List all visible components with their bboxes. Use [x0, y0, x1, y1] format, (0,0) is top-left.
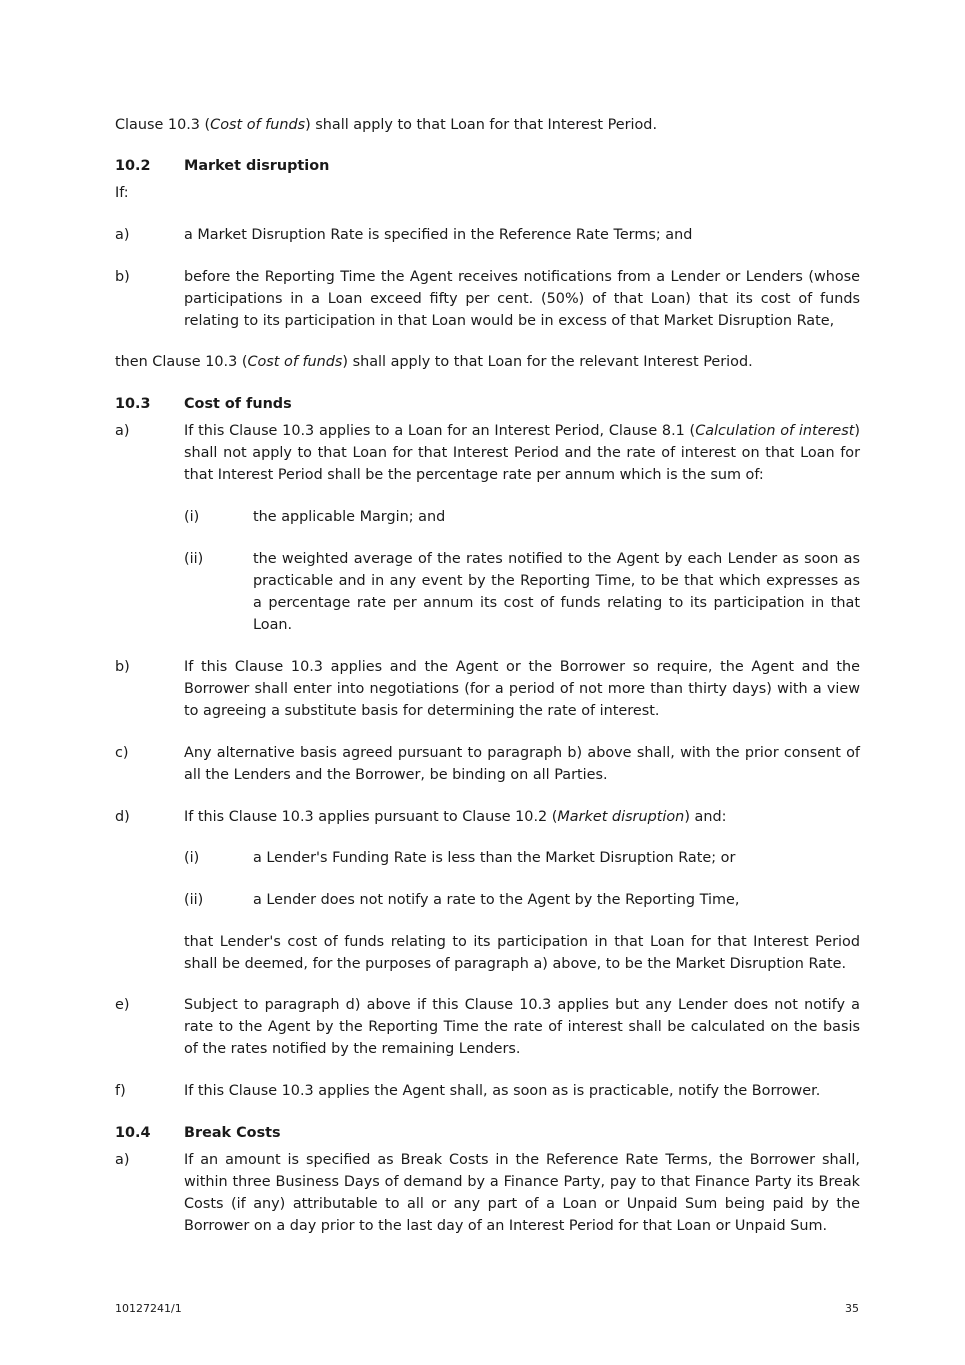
subitem-label: (ii): [184, 551, 204, 567]
item-label: b): [115, 269, 130, 285]
section-10-3-number: 10.3: [115, 396, 151, 412]
subitem-label: (i): [184, 509, 200, 525]
subitem-text: the weighted average of the rates notified to the Agent by each Lender as soon as practicable and in any event by the Reporting Time, to be that which expresses as a percentage rate per annum its cost of funds relating to its participation in that Loan.: [253, 551, 860, 633]
item-label: d): [115, 809, 130, 825]
item-label: f): [115, 1083, 126, 1099]
closing-text: that Lender's cost of funds relating to its participation in that Loan for that Interest Period shall be deemed, for the purposes of paragraph a) above, to be the Market Disruption Rate.: [184, 934, 860, 972]
subitem-text: the applicable Margin; and: [253, 509, 446, 525]
item-label: a): [115, 227, 130, 243]
then-paragraph: then Clause 10.3 (Cost of funds) shall apply to that Loan for the relevant Interest Period.: [115, 354, 753, 370]
footer-doc-ref: 10127241/1: [115, 1302, 182, 1315]
subitem-label: (ii): [184, 892, 204, 908]
item-text: If this Clause 10.3 applies to a Loan for an Interest Period, Clause 8.1 (Calculation of interest) shall not apply to that Loan for that Interest Period and the rate of interest on that Loan for that Interest Period shall be the percentage rate per annum which is the sum of:: [184, 423, 860, 483]
item-text: before the Reporting Time the Agent receives notifications from a Lender or Lenders (whose participations in a Loan exceed fifty per cent. (50%) of that Loan) that its cost of funds relating to its participation in that Loan would be in excess of that Market Disruption Rate,: [184, 269, 860, 329]
item-text: If this Clause 10.3 applies pursuant to Clause 10.2 (Market disruption) and:: [184, 809, 727, 825]
item-label: c): [115, 745, 129, 761]
item-text: Subject to paragraph d) above if this Clause 10.3 applies but any Lender does not notify a rate to the Agent by the Reporting Time the rate of interest shall be calculated on the basis of the rates notified by the remaining Lenders.: [184, 997, 860, 1057]
item-label: a): [115, 423, 130, 439]
item-text: If this Clause 10.3 applies the Agent shall, as soon as is practicable, notify the Borrower.: [184, 1083, 821, 1099]
section-10-4-number: 10.4: [115, 1125, 151, 1141]
item-text: If an amount is specified as Break Costs in the Reference Rate Terms, the Borrower shall, within three Business Days of demand by a Finance Party, pay to that Finance Party its Break Costs (if any) attributable to all or any part of a Loan or Unpaid Sum being paid by the Borrower on a day prior to the last day of an Interest Period for that Loan or Unpaid Sum.: [184, 1152, 860, 1234]
subitem-label: (i): [184, 850, 200, 866]
subitem-text: a Lender does not notify a rate to the Agent by the Reporting Time,: [253, 892, 740, 908]
subitem-text: a Lender's Funding Rate is less than the Market Disruption Rate; or: [253, 850, 736, 866]
item-label: a): [115, 1152, 130, 1168]
item-text: Any alternative basis agreed pursuant to paragraph b) above shall, with the prior consent of all the Lenders and the Borrower, be binding on all Parties.: [184, 745, 860, 783]
section-10-2-title: Market disruption: [184, 158, 330, 174]
section-10-2-number: 10.2: [115, 158, 151, 174]
section-10-2-if-label: If:: [115, 185, 129, 201]
section-10-3-title: Cost of funds: [184, 396, 292, 412]
intro-paragraph: Clause 10.3 (Cost of funds) shall apply to that Loan for that Interest Period.: [115, 117, 658, 133]
item-text: If this Clause 10.3 applies and the Agent or the Borrower so require, the Agent and the Borrower shall enter into negotiations (for a period of not more than thirty days) with a view to agreeing a substitute basis for determining the rate of interest.: [184, 659, 860, 719]
section-10-4-title: Break Costs: [184, 1125, 281, 1141]
item-text: a Market Disruption Rate is specified in the Reference Rate Terms; and: [184, 227, 693, 243]
footer-page-number: 35: [845, 1302, 859, 1315]
item-label: b): [115, 659, 130, 675]
item-label: e): [115, 997, 130, 1013]
